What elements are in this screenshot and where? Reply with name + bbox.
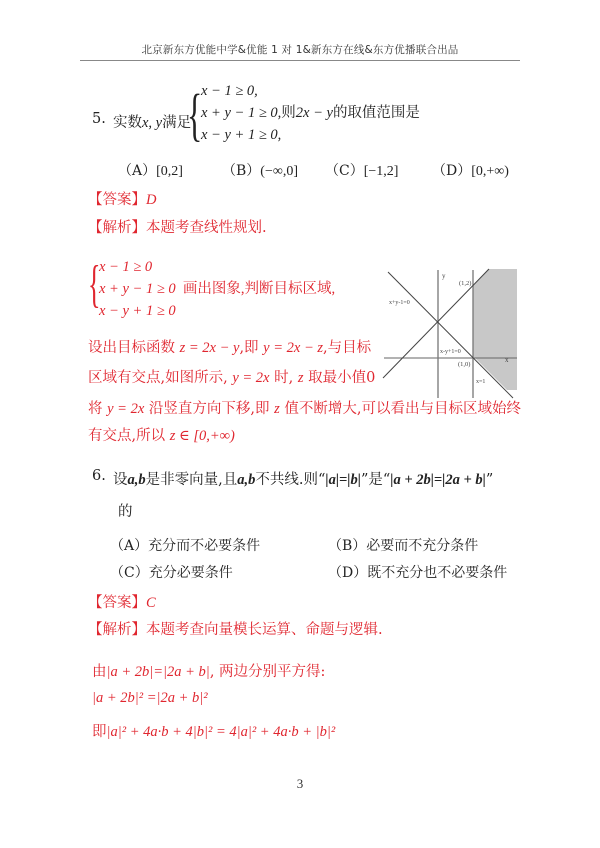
- analysis-text: 本题考查线性规划.: [146, 220, 267, 236]
- q5-solution-line: 将 y = 2x 沿竖直方向下移,即 z 值不断增大,可以看出与目标区域始终: [88, 401, 521, 417]
- q5-system-line-2: x + y − 1 ≥ 0,则2x − y的取值范围是: [201, 105, 420, 121]
- q6-stem-line2: 的: [118, 504, 133, 520]
- q5-solution-brace: {: [88, 256, 101, 313]
- q5-system-line: x − 1 ≥ 0,: [201, 83, 258, 99]
- feasible-region-figure: [370, 262, 530, 402]
- q6-solution-line: 即|a|² + 4a·b + 4|b|² = 4|a|² + 4a·b + |b|²: [92, 724, 336, 740]
- q5-system: [201, 80, 420, 146]
- q5-prefix: 实数: [113, 115, 142, 131]
- q5-solution-line: 区域有交点,如图所示, y = 2x 时, z 取最小值0: [88, 370, 376, 386]
- q5-answer: [88, 188, 156, 209]
- x-axis-label: x: [505, 356, 509, 364]
- q6-answer: [88, 591, 156, 612]
- q5-vars: x, y: [142, 115, 163, 131]
- q5-mid: 满足: [162, 115, 192, 131]
- q5-number: 5.: [92, 111, 106, 127]
- point-b-label: (1,0): [458, 361, 471, 368]
- q6-option-d: （D）既不充分也不必要条件: [328, 565, 508, 581]
- q5-brace: {: [187, 82, 203, 147]
- q5-option-c: （C）[−1,2]: [325, 163, 399, 179]
- header-divider: [80, 60, 520, 61]
- q6-stem: 设a,b是非零向量,且a,b不共线.则“|a|=|b|”是“|a + 2b|=|2a + b|”: [113, 472, 494, 488]
- q5-option-d: （D）[0,+∞): [432, 163, 509, 179]
- q6-analysis: [88, 618, 383, 639]
- q6-option-c: （C）充分必要条件: [110, 565, 233, 581]
- q6-option-b: （B）必要而不充分条件: [328, 538, 479, 554]
- line3-label: x=1: [476, 379, 486, 385]
- answer-tag: 【答案】: [88, 595, 146, 611]
- page-number: 3: [296, 776, 304, 791]
- answer-tag: 【答案】: [88, 192, 146, 208]
- q5-option-a: （A）[0,2]: [118, 163, 183, 179]
- q5-stem-start: [113, 111, 191, 132]
- analysis-tag: 【解析】: [88, 622, 146, 638]
- shaded-region: [473, 269, 517, 390]
- y-axis-label: y: [442, 272, 446, 280]
- answer-value: C: [146, 595, 156, 611]
- q5-system-line: x − y + 1 ≥ 0,: [201, 127, 282, 143]
- line1-label: x+y-1=0: [389, 300, 410, 306]
- q5-solution-line: 有交点,所以 z ∈ [0,+∞): [88, 428, 235, 444]
- q6-number: 6.: [92, 468, 106, 484]
- q6-solution-line: |a + 2b|² =|2a + b|²: [92, 690, 208, 706]
- q5-option-b: （B）(−∞,0]: [222, 163, 298, 179]
- q5-solution-system: x − 1 ≥ 0 x + y − 1 ≥ 0 画出图象,判断目标区域, x − y + 1 ≥ 0: [99, 259, 336, 319]
- q6-solution-line: 由|a + 2b|=|2a + b|, 两边分别平方得:: [92, 664, 326, 680]
- q6-option-a: （A）充分而不必要条件: [110, 538, 261, 554]
- analysis-tag: 【解析】: [88, 220, 146, 236]
- analysis-text: 本题考查向量模长运算、命题与逻辑.: [146, 622, 383, 638]
- point-a-label: (1,2): [459, 280, 472, 287]
- q5-analysis: [88, 216, 267, 237]
- line2-label: x-y+1=0: [440, 349, 461, 355]
- answer-value: D: [146, 192, 157, 208]
- q5-solution-line: 设出目标函数 z = 2x − y,即 y = 2x − z,与目标: [88, 340, 372, 356]
- page-header: 北京新东方优能中学&优能 1 对 1&新东方在线&东方优播联合出品: [141, 44, 459, 56]
